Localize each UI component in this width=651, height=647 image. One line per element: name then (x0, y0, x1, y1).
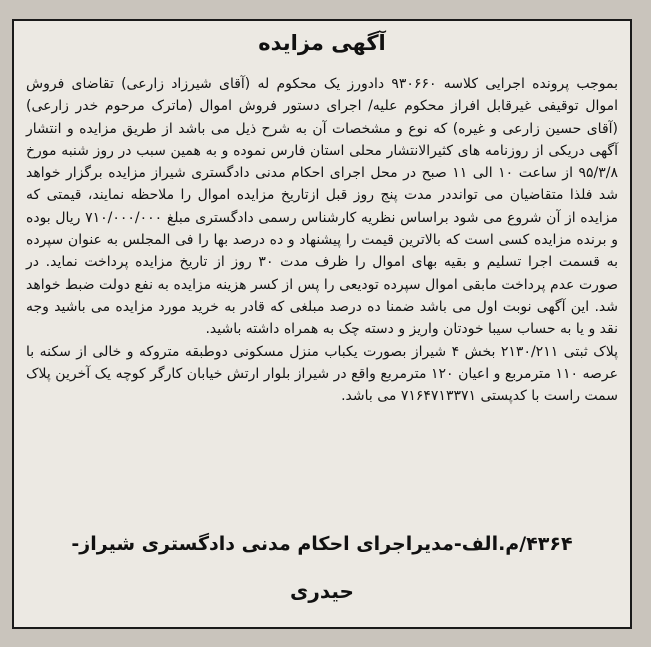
signature-name: حیدری (290, 579, 354, 603)
notice-title: آگهی مزایده (258, 31, 386, 55)
notice-paragraph-property: پلاک ثبتی ۲۱۳۰/۲۱۱ بخش ۴ شیراز بصورت یکباب منزل مسکونی دوطبقه متروکه و خالی از سکنه با عرصه ۱۱۰ مترمربع و اعیان ۱۲۰ مترمربع واقع در شیراز بلوار ارتش خیابان کارگر کوچه یک آخرین پلاک سمت راست با کدپستی ۷۱۶۴۷۱۳۳۷۱ می باشد. (26, 343, 618, 405)
adjacent-ad-bleed-bottom (0, 597, 651, 637)
notice-paragraph-main: بموجب پرونده اجرایی کلاسه ۹۳۰۶۶۰ دادورز یک محکوم له (آقای شیرزاد زارعی) تقاضای فروش اموال توقیفی غیرقابل افراز محکوم علیه/ اجرای دستور فروش اموال (ماترک مرحوم خدر زارعی) (آقای حسین زارعی و غیره) که نوع و مشخصات آن به شرح ذیل می باشد از طریق مزایده و انتشار آگهی دریکی از روزنامه های کثیرالانتشار محلی استان فارس نموده و به همین سبب در روز شنبه مورخ ۹۵/۳/۸ از ساعت ۱۰ الی ۱۱ صبح در محل اجرای احکام مدنی دادگستری شیراز مزایده برگزار خواهد شد فلذا متقاضیان می توانددر مدت پنج روز قبل ازتاریخ مزایده اموال را ملاحظه نمایند، قیمتی که مزایده از آن شروع می شود براساس نظریه کارشناس رسمی دادگستری مبلغ ۷۱۰/۰۰۰/۰۰۰ ریال بوده و برنده مزایده کسی است که بالاترین قیمت را پیشنهاد و ده درصد بها را فی المجلس به عنوان سپرده به قسمت اجرا تسلیم و بقیه بهای اموال را ظرف مدت ۳۰ روز از تاریخ مزایده پرداخت نماید. در صورت عدم پرداخت مابقی اموال سپرده تودیعی را پس از کسر هزینه مزایده به نفع دولت ضبط خواهد شد. این آگهی نوبت اول می باشد ضمنا ده درصد مبلغی که قادر به خرید مورد مزایده می باشید وجه نقد و یا به حساب سیبا خودتان واریز و دسته چک به همراه داشته باشید. (26, 76, 618, 338)
signature-line: ۴۳۶۴/م.الف-مدیراجرای احکام مدنی دادگستری شیراز- (71, 533, 573, 555)
adjacent-ad-bleed-top (0, 2, 651, 18)
auction-notice-box (12, 19, 632, 629)
notice-body (26, 73, 618, 407)
